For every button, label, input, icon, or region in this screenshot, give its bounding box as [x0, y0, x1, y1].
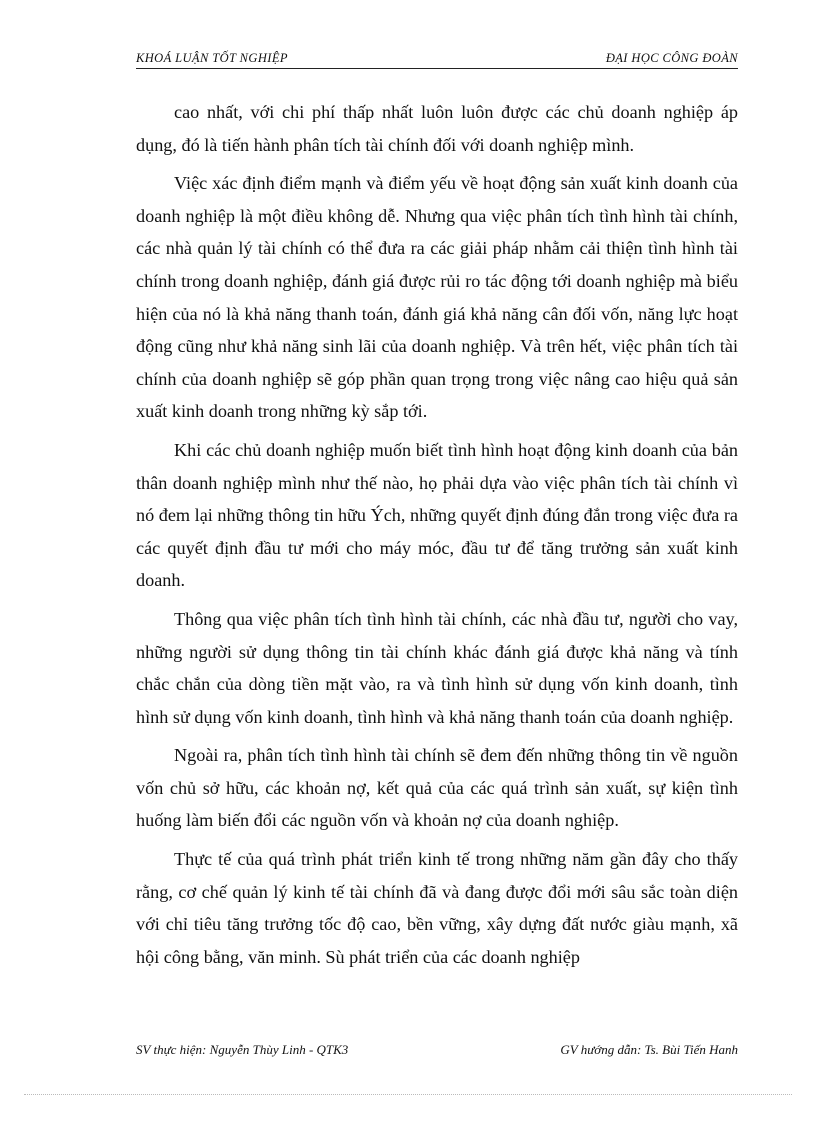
page-header	[136, 48, 738, 69]
page-footer	[136, 1042, 738, 1062]
paragraph-4: Thông qua việc phân tích tình hình tài chính, các nhà đầu tư, người cho vay, những người sử dụng thông tin tài chính khác đánh giá được khả năng và tính chắc chắn của dòng tiền mặt vào, ra và tình hình sử dụng vốn kinh doanh, tình hình sử dụng vốn kinh doanh, tình hình và khả năng thanh toán của doanh nghiệp.	[136, 608, 738, 727]
page-edge-divider	[24, 1094, 792, 1095]
document-body	[136, 96, 738, 973]
paragraph-5: Ngoài ra, phân tích tình hình tài chính sẽ đem đến những thông tin về nguồn vốn chủ sở hữu, các khoản nợ, kết quả của các quá trình sản xuất, sự kiện tình huống làm biến đổi các nguồn vốn và khoản nợ của doanh nghiệp.	[136, 745, 738, 831]
paragraph-2: Việc xác định điểm mạnh và điểm yếu về hoạt động sản xuất kinh doanh của doanh nghiệp là một điều không dễ. Nhưng qua việc phân tích tình hình tài chính, các nhà quản lý tài chính có thể đưa ra các giải pháp nhằm cải thiện tình hình tài chính trong doanh nghiệp, đánh giá được rủi ro tác động tới doanh nghiệp mà biểu hiện của nó là khả năng thanh toán, đánh giá khả năng cân đối vốn, năng lực hoạt động cũng như khả năng sinh lãi của doanh nghiệp. Và trên hết, việc phân tích tài chính của doanh nghiệp sẽ góp phần quan trọng trong việc nâng cao hiệu quả sản xuất kinh doanh trong những kỳ sắp tới.	[136, 173, 738, 422]
header-left-title: KHOÁ LUẬN TỐT NGHIỆP	[136, 51, 288, 65]
paragraph-3: Khi các chủ doanh nghiệp muốn biết tình hình hoạt động kinh doanh của bản thân doanh nghiệp mình như thế nào, họ phải dựa vào việc phân tích tài chính vì nó đem lại những thông tin hữu Ých, những quyết định đúng đắn trong việc đưa ra các quyết định đầu tư mới cho máy móc, đầu tư để tăng trưởng sản xuất kinh doanh.	[136, 439, 738, 591]
paragraph-1: cao nhất, với chi phí thấp nhất luôn luôn được các chủ doanh nghiệp áp dụng, đó là tiến hành phân tích tài chính đối với doanh nghiệp mình.	[136, 102, 738, 155]
paragraph-6: Thực tế của quá trình phát triển kinh tế trong những năm gần đây cho thấy rằng, cơ chế quản lý kinh tế tài chính đã và đang được đổi mới sâu sắc toàn diện với chỉ tiêu tăng trưởng tốc độ cao, bền vững, xây dựng đất nước giàu mạnh, xã hội công bằng, văn minh. Sù phát triển của các doanh nghiệp	[136, 849, 738, 967]
footer-student: SV thực hiện: Nguyễn Thùy Linh - QTK3	[136, 1042, 349, 1057]
header-right-title: ĐẠI HỌC CÔNG ĐOÀN	[605, 51, 738, 65]
footer-advisor: GV hướng dẫn: Ts. Bùi Tiến Hanh	[560, 1042, 738, 1057]
